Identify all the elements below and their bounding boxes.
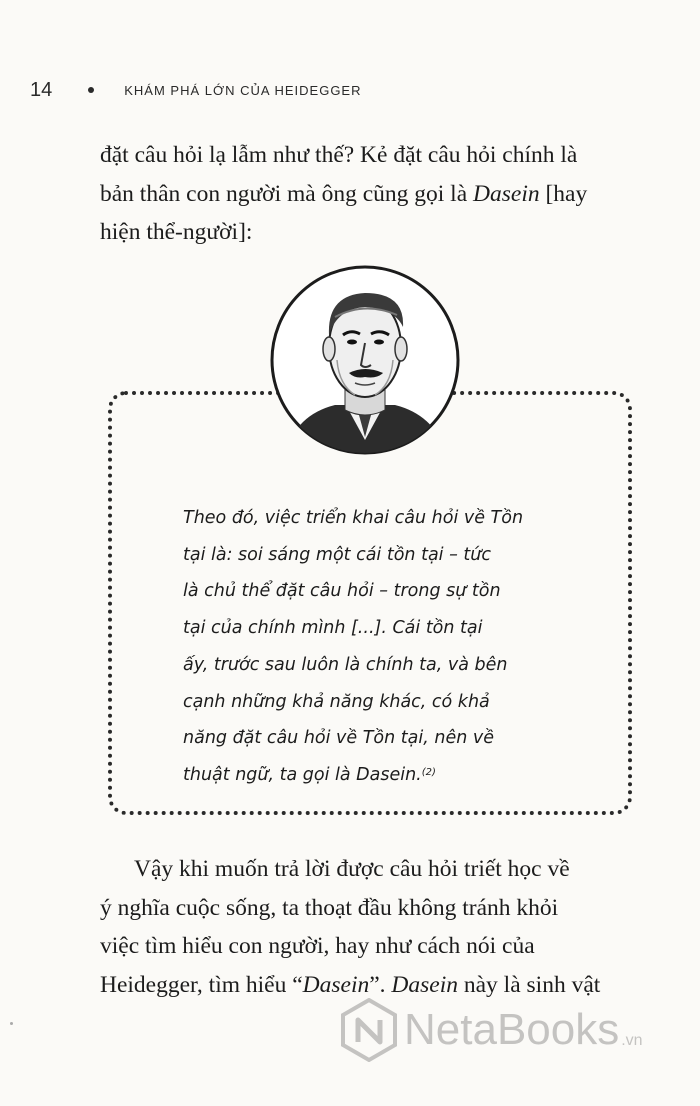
page-header xyxy=(30,78,362,102)
paragraph-dasein xyxy=(100,850,640,1004)
paragraph-line: đặt câu hỏi lạ lẫm như thế? Kẻ đặt câu hỏi chính là xyxy=(100,142,578,168)
quote-line: tại là: soi sáng một cái tồn tại – tức xyxy=(183,544,491,565)
watermark-suffix: .vn xyxy=(621,1032,643,1049)
quote-line: cạnh những khả năng khác, có khả xyxy=(183,691,490,712)
margin-mark xyxy=(10,1022,13,1025)
paragraph-line: hiện thể-người]: xyxy=(100,219,253,245)
watermark-text: NetaBooks xyxy=(404,1005,620,1054)
paragraph-line: bản thân con người mà ông cũng gọi là Dasein [hay xyxy=(100,180,588,207)
heidegger-portrait-icon xyxy=(265,265,465,455)
paragraph-line: ý nghĩa cuộc sống, ta thoạt đầu không tránh khỏi xyxy=(100,894,559,921)
quote-line: tại của chính mình [...]. Cái tồn tại xyxy=(183,618,483,639)
quote-line: thuật ngữ, ta gọi là Dasein.$^{(2)}$ xyxy=(183,764,436,785)
term-dasein: Dasein xyxy=(302,971,370,998)
paragraph-line: việc tìm hiểu con người, hay như cách nói của xyxy=(100,933,535,959)
paragraph-line: Vậy khi muốn trả lời được câu hỏi triết học về xyxy=(134,856,570,882)
quote-line: năng đặt câu hỏi về Tồn tại, nên về xyxy=(183,728,495,749)
quote-line: Theo đó, việc triển khai câu hỏi về Tồn xyxy=(183,508,524,528)
term-dasein: Dasein xyxy=(391,971,458,998)
page-number: 14 xyxy=(30,78,53,101)
running-title: KHÁM PHÁ LỚN CỦA HEIDEGGER xyxy=(124,82,362,98)
paragraph-intro xyxy=(100,136,640,252)
quote-line: là chủ thể đặt câu hỏi – trong sự tồn xyxy=(183,581,501,602)
term-dasein: Dasein xyxy=(473,180,540,207)
netabooks-watermark xyxy=(340,998,643,1062)
header-bullet xyxy=(88,87,94,93)
quote-line: ấy, trước sau luôn là chính ta, và bên xyxy=(183,654,508,675)
paragraph-line: Heidegger, tìm hiểu “Dasein”. Dasein này là sinh vật xyxy=(100,971,601,998)
heidegger-quote xyxy=(183,500,613,794)
netabooks-logo-icon xyxy=(340,998,398,1062)
footnote-marker: (2) xyxy=(421,766,436,778)
